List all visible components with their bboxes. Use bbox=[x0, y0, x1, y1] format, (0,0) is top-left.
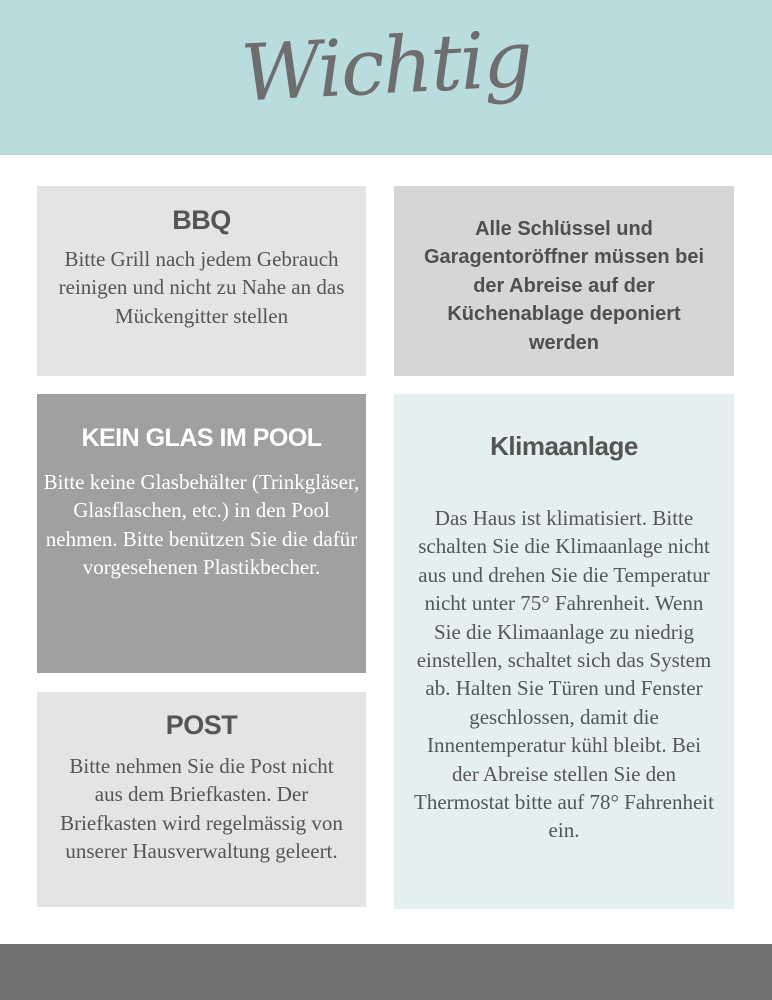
bbq-text: Bitte Grill nach jedem Gebrauch reinigen und nicht zu Nahe an das Mückengitter stellen bbox=[58, 247, 345, 328]
header-banner bbox=[0, 0, 772, 155]
air-conditioning-text: Das Haus ist klimatisiert. Bitte schalten Sie die Klimaanlage nicht aus und drehen Sie die Temperatur nicht unter 75° Fahrenheit. Wenn Sie die Klimaanlage zu niedrig einstellen, schaltet sich das System ab. Halten Sie Türen und Fenster geschlossen, damit die Innentemperatur kühl bleibt. Bei der Abreise stellen Sie den Thermostat bitte auf 78° Fahrenheit ein. bbox=[414, 506, 714, 843]
keys-text: Alle Schlüssel und Garagentoröffner müssen bei der Abreise auf der Küchenablage deponiert werden bbox=[423, 218, 705, 354]
no-glass-text: Bitte keine Glasbehälter (Trinkgläser, Glasflaschen, etc.) in den Pool nehmen. Bitte benützen Sie die dafür vorgesehenen Plastikbecher. bbox=[43, 470, 360, 580]
air-conditioning-card bbox=[394, 394, 734, 909]
air-conditioning-title: Klimaanlage bbox=[490, 431, 638, 461]
no-glass-title: KEIN GLAS IM POOL bbox=[81, 424, 322, 452]
keys-card bbox=[394, 186, 734, 376]
page-title: Wichtig bbox=[238, 14, 534, 120]
mail-title: POST bbox=[165, 710, 238, 740]
mail-card bbox=[37, 692, 366, 907]
bbq-title: BBQ bbox=[172, 205, 231, 235]
footer-bar bbox=[0, 944, 772, 1000]
mail-text: Bitte nehmen Sie die Post nicht aus dem Briefkasten. Der Briefkasten wird regelmässig von unserer Hausverwaltung geleert. bbox=[60, 754, 343, 864]
no-glass-card bbox=[37, 394, 366, 673]
bbq-card bbox=[37, 186, 366, 376]
